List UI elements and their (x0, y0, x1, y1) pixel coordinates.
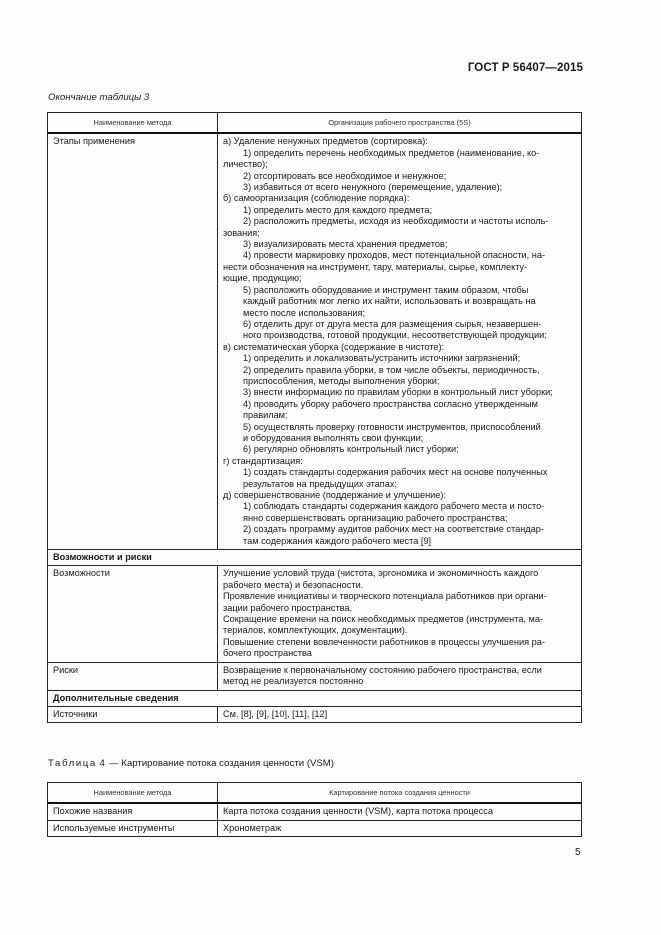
table4-row-value: Карта потока создания ценности (VSM), карта потока процесса (218, 803, 582, 820)
stage-line: 2) отсортировать все необходимое и ненужное; (243, 170, 447, 181)
table3-col-5s: Организация рабочего пространства (5S) (218, 113, 582, 134)
opportunities-label: Возможности (48, 566, 218, 662)
stage-line: 3) избавиться от всего ненужного (перемещение, удаление); (243, 182, 503, 193)
opportunities-line: зации рабочего пространства. (223, 602, 353, 613)
stage-line: 1) определить место для каждого предмета; (243, 204, 433, 215)
risks-label: Риски (48, 662, 218, 690)
stage-line: результатов на предыдущих этапах; (243, 478, 398, 489)
section-title-additional: Дополнительные сведения (48, 690, 582, 706)
stage-line: 5) осуществлять проверку готовности инструментов, приспособлений (243, 421, 541, 432)
risks-line: Возвращение к первоначальному состоянию рабочего пространства, если (223, 664, 542, 675)
sources-label: Источники (48, 706, 218, 722)
table4-col-method: Наименование метода (48, 783, 218, 804)
opportunities-line: Сокращение времени на поиск необходимых предметов (инструмента, ма- (223, 614, 544, 625)
stage-line: д) совершенствование (поддержание и улучшение): (223, 490, 447, 500)
risks-line: метод не реализуется постоянно (223, 676, 364, 687)
table3-row-opportunities (48, 566, 582, 662)
stage-line: ного производства, готовой продукции, несоответствующей продукции; (243, 330, 547, 341)
table4-caption (48, 758, 334, 769)
opportunities-line: бочего пространства (223, 648, 312, 659)
stage-line: и оборудования выполнять свои функции; (243, 432, 424, 443)
stage-line: личество); (223, 159, 268, 170)
risks-content (218, 662, 582, 690)
table-4 (47, 782, 582, 837)
stage-line: место после использования; (243, 307, 366, 318)
stage-line: 1) определить и локализовать/устранить источники загрязнений; (243, 353, 521, 364)
opportunities-line: Проявление инициативы и творческого потенциала работников при органи- (223, 591, 547, 602)
opportunities-line: Улучшение условий труда (чистота, эргономика и экономичность каждого (223, 568, 539, 579)
stage-line: 3) визуализировать места хранения предметов; (243, 239, 448, 250)
stage-line: 2) расположить предметы, исходя из необходимости и частоты исполь- (243, 216, 549, 227)
table4-caption-title: — Картирование потока создания ценности (VSM) (109, 758, 334, 769)
stage-line: янно совершенствовать организацию рабочего пространства; (243, 512, 508, 523)
stage-line: 1) соблюдать стандарты содержания каждого рабочего места и посто- (243, 501, 545, 512)
stage-line: приспособления, методы выполнения уборки; (243, 375, 440, 386)
stage-line: ющие, продукцию; (223, 273, 302, 284)
opportunities-content (218, 566, 582, 662)
stage-line: каждый работник мог легко их найти, использовать и возвращать на (243, 296, 536, 307)
document-standard-number: ГОСТ Р 56407—2015 (467, 62, 583, 74)
table3-row-sources (48, 706, 582, 722)
page-number: 5 (575, 847, 581, 858)
stage-line: 1) создать стандарты содержания рабочих мест на основе полученных (243, 467, 548, 478)
table4-row-value: Хронометраж (218, 820, 582, 836)
opportunities-line: териалов, комплектующих, документации). (223, 625, 408, 636)
table4-header-row (48, 783, 582, 804)
stage-line: нести обозначения на инструмент, тару, материалы, сырье, комплекту- (223, 261, 528, 272)
section-title-opportunities-risks: Возможности и риски (48, 550, 582, 566)
opportunities-line: Повышение степени вовлеченности работников в процессы улучшения ра- (223, 636, 545, 647)
table-row (48, 820, 582, 836)
stage-line: 5) расположить оборудование и инструмент таким образом, чтобы (243, 284, 529, 295)
stage-line: б) самоорганизация (соблюдение порядка): (223, 193, 410, 204)
stages-content (218, 133, 582, 549)
stages-label: Этапы применения (48, 133, 218, 549)
table4-caption-prefix: Таблица (48, 758, 97, 769)
opportunities-line: рабочего места) и безопасности. (223, 579, 364, 590)
stage-line: там содержания каждого рабочего места [9] (243, 535, 432, 546)
stage-line: правилам; (243, 410, 288, 421)
stage-line: 2) определить правила уборки, в том числе объекты, периодичность, (243, 364, 540, 375)
stage-line: 6) отделить друг от друга места для размещения сырья, незавершен- (243, 318, 542, 329)
stage-line: зования; (223, 227, 260, 238)
stage-line: 6) регулярно обновлять контрольный лист уборки; (243, 444, 459, 455)
table3-section-additional (48, 690, 582, 706)
table-3 (47, 112, 582, 723)
table3-caption: Окончание таблицы 3 (48, 92, 150, 103)
stage-line: 1) определить перечень необходимых предметов (наименование, ко- (243, 147, 540, 158)
stage-line: 2) создать программу аудитов рабочих мест на соответствие стандар- (243, 524, 544, 535)
stage-line: 3) внести информацию по правилам уборки в контрольный лист уборки; (243, 387, 553, 398)
table4-row-label: Используемые инструменты (48, 820, 218, 836)
table3-row-stages (48, 133, 582, 549)
table4-col-vsm: Картирование потока создания ценности (218, 783, 582, 804)
stage-line: 4) проводить уборку рабочего пространства согласно утвержденным (243, 398, 538, 409)
table3-section-opportunities-risks (48, 550, 582, 566)
table3-header-row (48, 113, 582, 134)
stage-line: 4) провести маркировку проходов, мест потенциальной опасности, на- (243, 250, 546, 261)
table3-col-method: Наименование метода (48, 113, 218, 134)
table-row (48, 803, 582, 820)
sources-value: См. [8], [9], [10], [11], [12] (218, 706, 582, 722)
table4-caption-number: 4 (99, 758, 107, 769)
stage-line: г) стандартизация: (223, 455, 303, 466)
stage-line: в) систематическая уборка (содержание в чистоте): (223, 341, 445, 352)
table3-row-risks (48, 662, 582, 690)
table4-row-label: Похожие названия (48, 803, 218, 820)
stage-line: а) Удаление ненужных предметов (сортировка): (223, 136, 428, 147)
